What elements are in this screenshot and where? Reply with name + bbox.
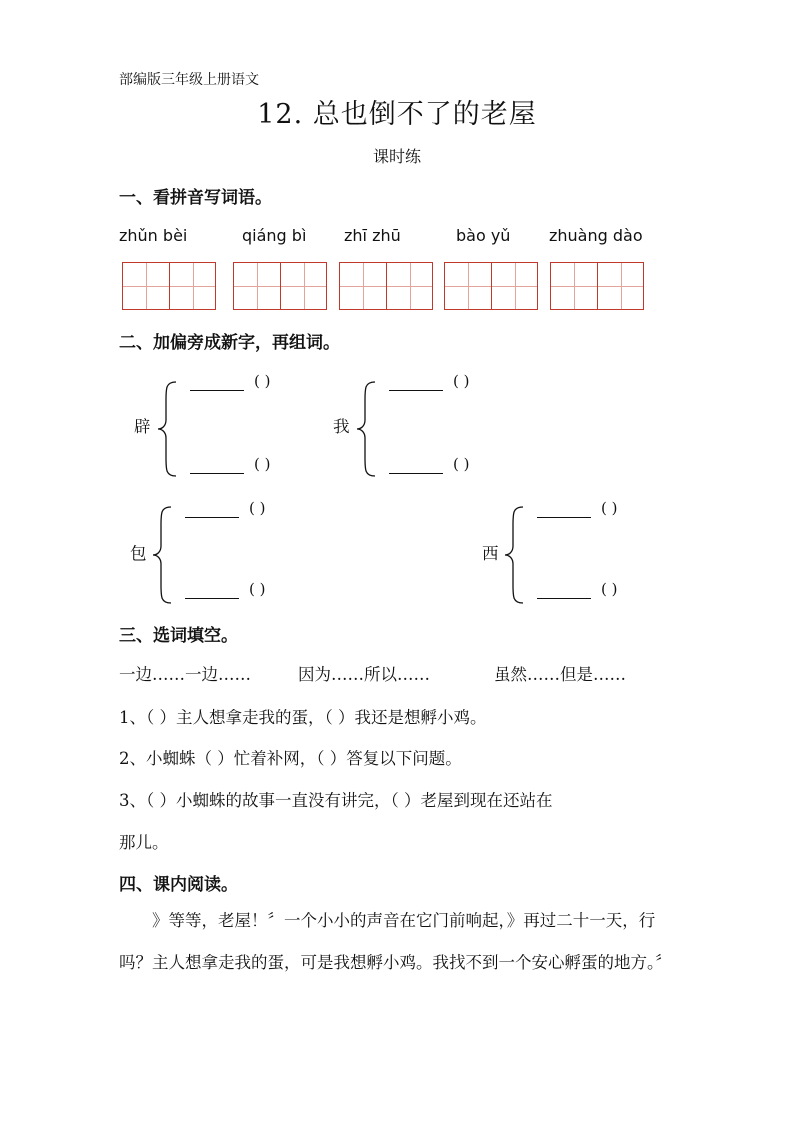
writing-grid[interactable] [444, 262, 538, 310]
page-subtitle: 课时练 [372, 147, 421, 166]
answer-blank[interactable] [185, 598, 239, 599]
word-option: 虽然……但是…… [494, 665, 626, 684]
brace-icon [156, 380, 180, 478]
section-2-heading: 二、加偏旁成新字，再组词。 [119, 333, 340, 353]
section-4-heading: 四、课内阅读。 [119, 875, 238, 895]
writing-grid[interactable] [550, 262, 644, 310]
fill-sentence[interactable]: 1、（ ）主人想拿走我的蛋，（ ）我还是想孵小鸡。 [119, 708, 487, 727]
answer-blank[interactable] [389, 390, 443, 391]
word-parentheses[interactable]: ( ) [254, 372, 271, 390]
word-option: 因为……所以…… [298, 665, 430, 684]
word-option: 一边……一边…… [119, 665, 251, 684]
word-parentheses[interactable]: ( ) [249, 499, 266, 517]
pinyin-label: zhǔn bèi [119, 226, 188, 245]
grid-cell[interactable] [234, 263, 280, 309]
fill-sentence[interactable]: 3、（ ）小蜘蛛的故事一直没有讲完，（ ）老屋到现在还站在 [119, 791, 553, 810]
grid-cell[interactable] [445, 263, 491, 309]
fill-sentence-continuation: 那儿。 [119, 833, 169, 852]
answer-blank[interactable] [537, 517, 591, 518]
base-char: 西 [482, 544, 499, 563]
base-char: 我 [333, 417, 350, 436]
answer-blank[interactable] [190, 390, 244, 391]
pinyin-label: bào yǔ [456, 226, 511, 245]
grid-cell[interactable] [551, 263, 597, 309]
reading-passage: 》等等，老屋！〞一个小小的声音在它门前响起，》再过二十一天，行吗？主人想拿走我的蛋，可是我想孵小鸡。我找不到一个安心孵蛋的地方。〞 [119, 911, 672, 972]
brace-icon [503, 505, 527, 605]
writing-grid[interactable] [122, 262, 216, 310]
fill-sentence[interactable]: 2、小蜘蛛（ ）忙着补网，（ ）答复以下问题。 [119, 749, 462, 768]
word-parentheses[interactable]: ( ) [601, 580, 618, 598]
grid-cell[interactable] [123, 263, 169, 309]
base-char: 辟 [134, 417, 151, 436]
grid-cell[interactable] [340, 263, 386, 309]
grid-cell[interactable] [491, 263, 537, 309]
brace-icon [355, 380, 379, 478]
page-title: 12. 总也倒不了的老屋 [257, 99, 537, 130]
brace-icon [151, 505, 175, 605]
grid-cell[interactable] [280, 263, 326, 309]
word-parentheses[interactable]: ( ) [453, 455, 470, 473]
word-parentheses[interactable]: ( ) [249, 580, 266, 598]
writing-grid[interactable] [339, 262, 433, 310]
base-char: 包 [130, 544, 147, 563]
word-parentheses[interactable]: ( ) [601, 499, 618, 517]
grid-cell[interactable] [386, 263, 432, 309]
answer-blank[interactable] [190, 473, 244, 474]
answer-blank[interactable] [185, 517, 239, 518]
section-3-heading: 三、选词填空。 [119, 626, 238, 646]
pinyin-label: zhuàng dào [549, 226, 643, 245]
grid-cell[interactable] [169, 263, 215, 309]
word-parentheses[interactable]: ( ) [254, 455, 271, 473]
writing-grid[interactable] [233, 262, 327, 310]
pinyin-label: qiáng bì [242, 226, 307, 245]
header-note: 部编版三年级上册语文 [119, 72, 259, 88]
answer-blank[interactable] [537, 598, 591, 599]
word-parentheses[interactable]: ( ) [453, 372, 470, 390]
section-1-heading: 一、看拼音写词语。 [119, 188, 272, 208]
grid-cell[interactable] [597, 263, 643, 309]
pinyin-label: zhī zhū [344, 226, 401, 245]
answer-blank[interactable] [389, 473, 443, 474]
